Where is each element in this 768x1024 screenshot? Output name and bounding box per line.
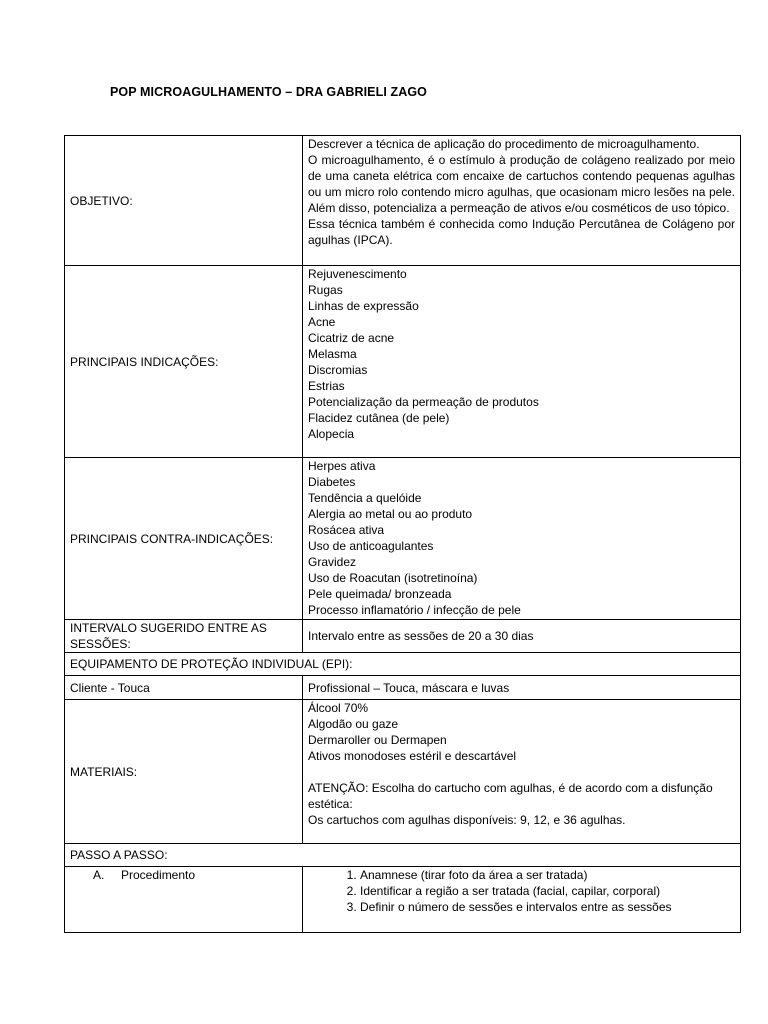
list-item: Gravidez	[308, 555, 357, 569]
step-item: 2. Identificar a região a ser tratada (facial, capilar, corporal)	[360, 883, 735, 899]
indicacoes-list	[303, 266, 741, 458]
row-epi	[65, 676, 741, 700]
step-item: 1. Anamnese (tirar foto da área a ser tratada)	[360, 867, 735, 883]
objetivo-p3: Essa técnica também é conhecida como Indução Percutânea de Colágeno por agulhas (IPCA).	[308, 217, 735, 247]
materiais-content	[303, 700, 741, 844]
list-item: Potencialização da permeação de produtos	[308, 395, 539, 409]
pop-table	[64, 135, 741, 933]
row-indicacoes	[65, 266, 741, 458]
epi-label: EQUIPAMENTO DE PROTEÇÃO INDIVIDUAL (EPI):	[65, 653, 741, 676]
list-item: Rosácea ativa	[308, 523, 385, 537]
list-item: Pele queimada/ bronzeada	[308, 587, 452, 601]
procedimento-label: Procedimento	[121, 868, 196, 882]
row-procedimento	[65, 867, 741, 933]
row-contraindicacoes	[65, 458, 741, 620]
list-item: Rugas	[308, 283, 343, 297]
list-item: Acne	[308, 315, 336, 329]
list-item: Discromias	[308, 363, 368, 377]
document-title: POP MICROAGULHAMENTO – DRA GABRIELI ZAGO	[110, 85, 427, 99]
list-marker: A.	[93, 868, 105, 882]
list-item: Melasma	[308, 347, 357, 361]
list-item: Cicatriz de acne	[308, 331, 395, 345]
list-item: Diabetes	[308, 475, 356, 489]
row-intervalo	[65, 620, 741, 653]
procedimento-item	[70, 867, 297, 883]
list-item: Herpes ativa	[308, 459, 376, 473]
objetivo-p2: O microagulhamento, é o estímulo à produção de colágeno realizado por meio de uma caneta elétrica com encaixe de cartuchos contendo pequenas agulhas ou um micro rolo contendo micro agulhas, que ocasionam micro lesões na pele. Além disso, potencializa a permeação de ativos e/ou cosméticos de uso tópico.	[308, 153, 735, 215]
materiais-cartuchos: Os cartuchos com agulhas disponíveis: 9, 12, e 36 agulhas.	[308, 813, 626, 827]
list-item: Tendência a quelóide	[308, 491, 422, 505]
list-item: Estrias	[308, 379, 345, 393]
objetivo-label: OBJETIVO:	[65, 136, 303, 266]
epi-profissional: Profissional – Touca, máscara e luvas	[303, 676, 741, 700]
materiais-label: MATERIAIS:	[65, 700, 303, 844]
contraindicacoes-label: PRINCIPAIS CONTRA-INDICAÇÕES:	[65, 458, 303, 620]
row-objetivo	[65, 136, 741, 266]
row-epi-header	[65, 653, 741, 676]
objetivo-p1: Descrever a técnica de aplicação do procedimento de microagulhamento.	[308, 137, 700, 151]
spacer	[308, 764, 735, 780]
list-item: Alopecia	[308, 427, 355, 441]
list-item: Processo inflamatório / infecção de pele	[308, 603, 521, 617]
list-item: Linhas de expressão	[308, 299, 419, 313]
contraindicacoes-list	[303, 458, 741, 620]
intervalo-label: INTERVALO SUGERIDO ENTRE AS SESSÕES:	[65, 620, 303, 653]
procedimento-steps	[303, 867, 741, 933]
indicacoes-label: PRINCIPAIS INDICAÇÕES:	[65, 266, 303, 458]
list-item: Flacidez cutânea (de pele)	[308, 411, 450, 425]
row-passo-header	[65, 844, 741, 867]
list-item: Uso de anticoagulantes	[308, 539, 434, 553]
list-item: Rejuvenescimento	[308, 267, 407, 281]
row-materiais	[65, 700, 741, 844]
list-item: Álcool 70%	[308, 701, 369, 715]
list-item: Alergia ao metal ou ao produto	[308, 507, 473, 521]
materiais-atencao: ATENÇÃO: Escolha do cartucho com agulhas, é de acordo com a disfunção estética:	[308, 781, 713, 811]
steps-list	[308, 867, 735, 915]
objetivo-content	[303, 136, 741, 266]
list-item: Algodão ou gaze	[308, 717, 399, 731]
intervalo-value: Intervalo entre as sessões de 20 a 30 dias	[303, 620, 741, 653]
list-item: Uso de Roacutan (isotretinoína)	[308, 571, 478, 585]
list-item: Dermaroller ou Dermapen	[308, 733, 447, 747]
epi-cliente: Cliente - Touca	[65, 676, 303, 700]
list-item: Ativos monodoses estéril e descartável	[308, 749, 517, 763]
procedimento-cell	[65, 867, 303, 933]
step-item: 3. Definir o número de sessões e intervalos entre as sessões	[360, 899, 735, 915]
passo-label: PASSO A PASSO:	[65, 844, 741, 867]
